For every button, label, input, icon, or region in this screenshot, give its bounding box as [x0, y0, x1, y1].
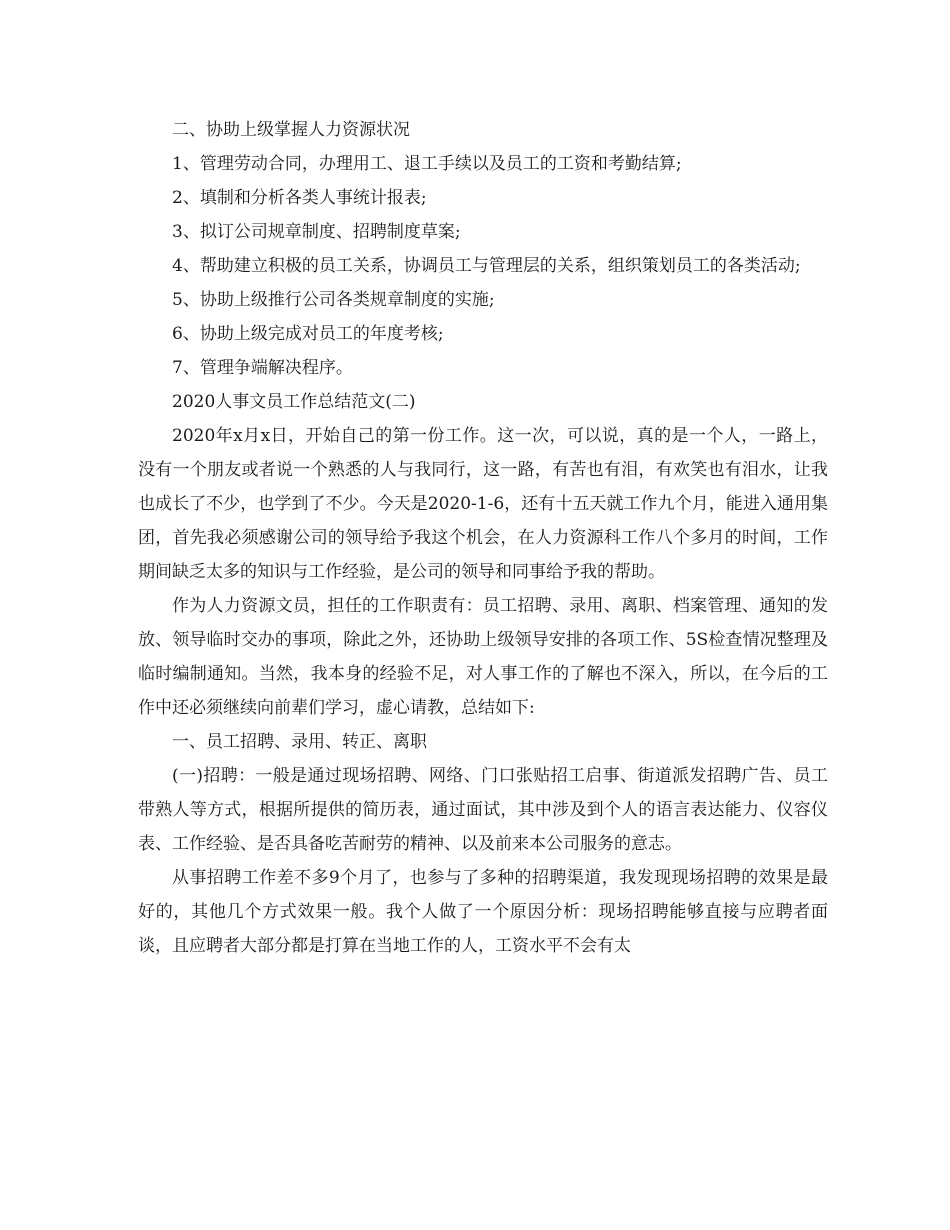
list-item: 7、管理争端解决程序。	[172, 358, 353, 378]
section-heading: 二、协助上级掌握人力资源状况	[172, 120, 410, 140]
document-body	[138, 113, 828, 963]
section-heading: 一、员工招聘、录用、转正、离职	[172, 732, 427, 752]
list-item: 4、帮助建立积极的员工关系，协调员工与管理层的关系，组织策划员工的各类活动;	[172, 256, 801, 276]
body-paragraph: (一)招聘：一般是通过现场招聘、网络、门口张贴招工启事、街道派发招聘广告、员工带熟人等方式，根据所提供的简历表，通过面试，其中涉及到个人的语言表达能力、仪容仪表、工作经验、是否具备吃苦耐劳的精神、以及前来本公司服务的意志。	[138, 766, 828, 854]
list-item: 1、管理劳动合同，办理用工、退工手续以及员工的工资和考勤结算;	[172, 154, 682, 174]
list-item: 2、填制和分析各类人事统计报表;	[172, 188, 427, 208]
list-item: 3、拟订公司规章制度、招聘制度草案;	[172, 222, 461, 242]
body-paragraph: 从事招聘工作差不多9个月了，也参与了多种的招聘渠道，我发现现场招聘的效果是最好的，其他几个方式效果一般。我个人做了一个原因分析：现场招聘能够直接与应聘者面谈，且应聘者大部分都是打算在当地工作的人，工资水平不会有太	[138, 868, 828, 956]
article-title: 2020人事文员工作总结范文(二)	[172, 392, 416, 412]
list-item: 5、协助上级推行公司各类规章制度的实施;	[172, 290, 495, 310]
body-paragraph: 2020年x月x日，开始自己的第一份工作。这一次，可以说，真的是一个人，一路上，没有一个朋友或者说一个熟悉的人与我同行，这一路，有苦也有泪，有欢笑也有泪水，让我也成长了不少，也学到了不少。今天是2020-1-6，还有十五天就工作九个月，能进入通用集团，首先我必须感谢公司的领导给予我这个机会，在人力资源科工作八个多月的时间，工作期间缺乏太多的知识与工作经验，是公司的领导和同事给予我的帮助。	[138, 426, 828, 582]
body-paragraph: 作为人力资源文员，担任的工作职责有：员工招聘、录用、离职、档案管理、通知的发放、领导临时交办的事项，除此之外，还协助上级领导安排的各项工作、5S检查情况整理及临时编制通知。当然，我本身的经验不足，对人事工作的了解也不深入，所以，在今后的工作中还必须继续向前辈们学习，虚心请教，总结如下:	[138, 596, 828, 718]
list-item: 6、协助上级完成对员工的年度考核;	[172, 324, 444, 344]
